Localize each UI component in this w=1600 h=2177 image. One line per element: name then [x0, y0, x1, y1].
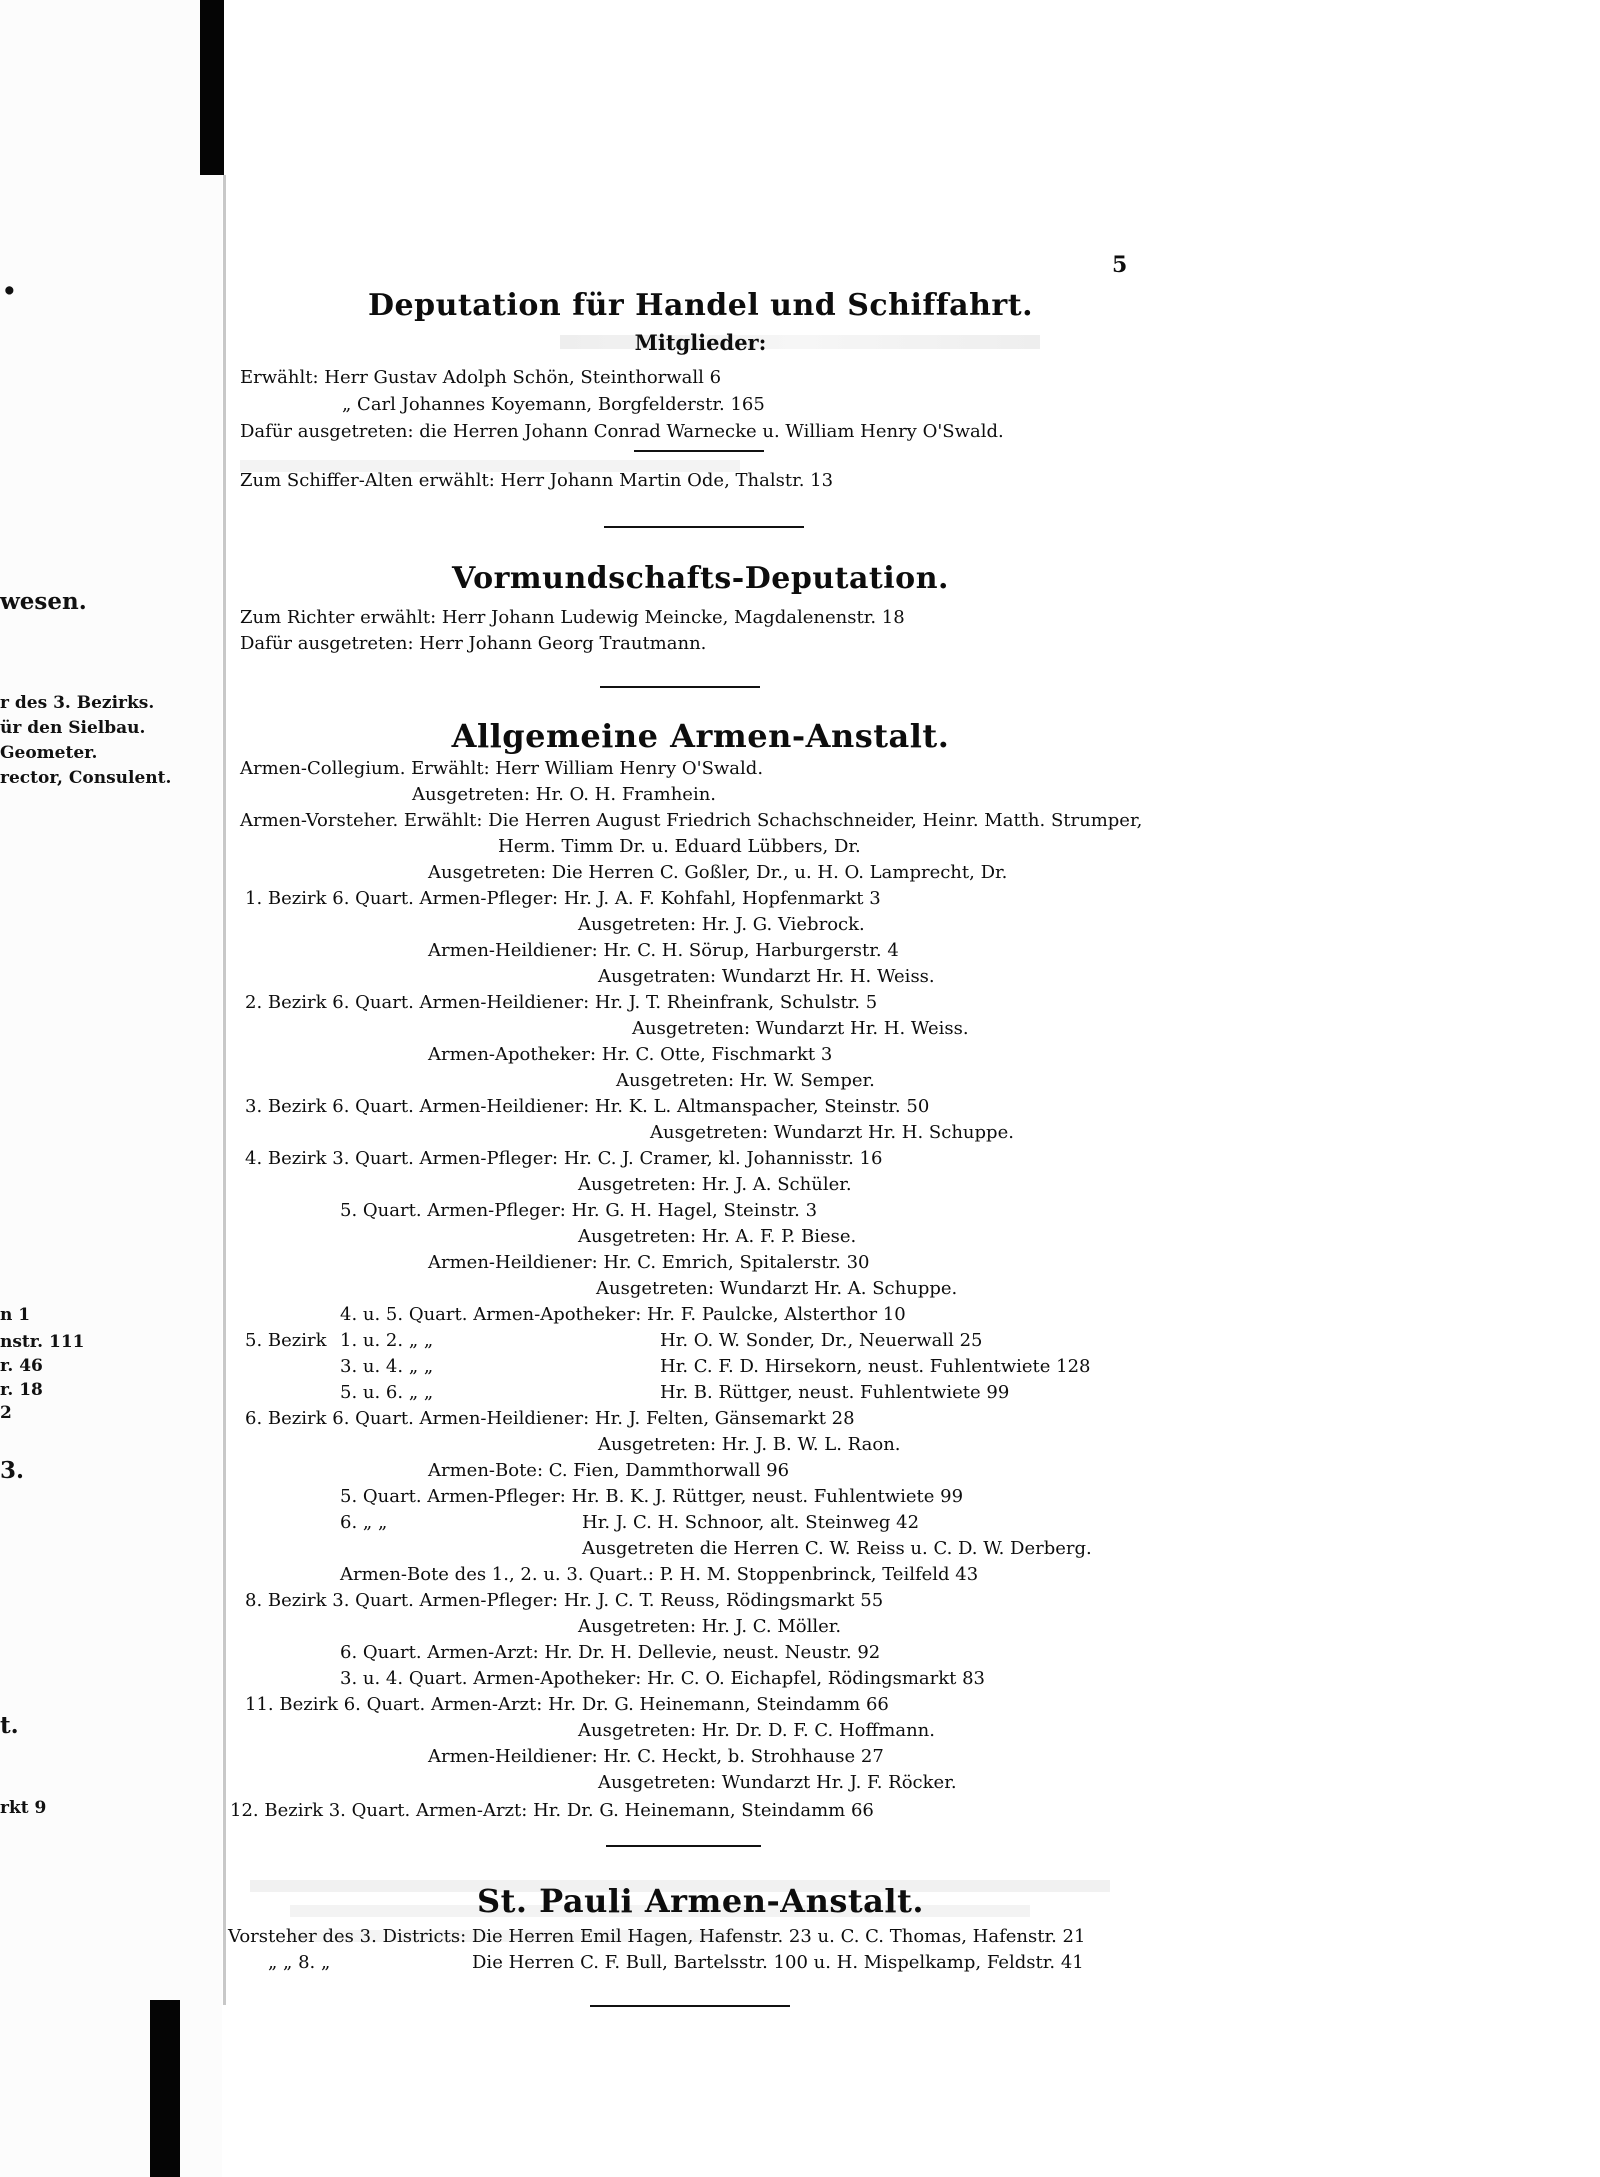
left-fragment: r. 46: [0, 1356, 43, 1376]
text-line: Ausgetreten: Hr. J. B. W. L. Raon.: [598, 1434, 901, 1455]
left-fragment: ür den Sielbau.: [0, 718, 146, 738]
text-line: Dafür ausgetreten: die Herren Johann Conrad Warnecke u. William Henry O'Swald.: [240, 421, 1004, 442]
text-line: 12. Bezirk 3. Quart. Armen-Arzt: Hr. Dr. G. Heinemann, Steindamm 66: [230, 1800, 874, 1821]
text-line: Ausgetreten: Hr. J. A. Schüler.: [578, 1174, 852, 1195]
text-line: Ausgetreten: Wundarzt Hr. H. Schuppe.: [650, 1122, 1014, 1143]
text-line: 11. Bezirk 6. Quart. Armen-Arzt: Hr. Dr. G. Heinemann, Steindamm 66: [245, 1694, 889, 1715]
text-line: „ „ 8. „: [268, 1952, 331, 1973]
text-line: 6. Quart. Armen-Arzt: Hr. Dr. H. Dellevie, neust. Neustr. 92: [340, 1642, 881, 1663]
text-line: Die Herren C. F. Bull, Bartelsstr. 100 u. H. Mispelkamp, Feldstr. 41: [472, 1952, 1084, 1973]
left-fragment: Geometer.: [0, 743, 98, 763]
text-line: Armen-Heildiener: Hr. C. Emrich, Spitalerstr. 30: [428, 1252, 870, 1273]
text-line: Armen-Apotheker: Hr. C. Otte, Fischmarkt 3: [428, 1044, 833, 1065]
page-number: 5: [1112, 252, 1128, 278]
divider: [606, 1845, 761, 1847]
text-line: Zum Schiffer-Alten erwählt: Herr Johann Martin Ode, Thalstr. 13: [240, 470, 834, 491]
text-line: Ausgetreten: Hr. W. Semper.: [616, 1070, 875, 1091]
section-title: Vormundschafts-Deputation.: [452, 561, 949, 596]
text-line: 1. Bezirk 6. Quart. Armen-Pfleger: Hr. J. A. F. Kohfahl, Hopfenmarkt 3: [245, 888, 881, 909]
section-title: Allgemeine Armen-Anstalt.: [451, 717, 950, 755]
left-page-margin: [0, 0, 222, 2177]
binding-shadow-top: [200, 0, 224, 175]
text-line: Dafür ausgetreten: Herr Johann Georg Trautmann.: [240, 633, 707, 654]
left-fragment: 3.: [0, 1457, 25, 1484]
text-line: 2. Bezirk 6. Quart. Armen-Heildiener: Hr. J. T. Rheinfrank, Schulstr. 5: [245, 992, 878, 1013]
text-line: „ Carl Johannes Koyemann, Borgfelderstr. 165: [342, 394, 765, 415]
left-fragment: 2: [0, 1403, 12, 1423]
left-fragment: •: [2, 278, 17, 305]
left-fragment: r. 18: [0, 1380, 43, 1400]
left-fragment: rkt 9: [0, 1798, 47, 1818]
section-title: Deputation für Handel und Schiffahrt.: [367, 288, 1034, 323]
text-line: Armen-Collegium. Erwählt: Herr William Henry O'Swald.: [240, 758, 764, 779]
text-line: Hr. O. W. Sonder, Dr., Neuerwall 25: [660, 1330, 983, 1351]
text-line: 6. Bezirk 6. Quart. Armen-Heildiener: Hr. J. Felten, Gänsemarkt 28: [245, 1408, 855, 1429]
text-line: Herm. Timm Dr. u. Eduard Lübbers, Dr.: [498, 836, 861, 857]
left-fragment: t.: [0, 1712, 19, 1739]
text-line: Ausgetreten: Die Herren C. Goßler, Dr., u. H. O. Lamprecht, Dr.: [428, 862, 1008, 883]
left-fragment: wesen.: [0, 588, 87, 615]
text-line: Armen-Bote des 1., 2. u. 3. Quart.: P. H. M. Stoppenbrinck, Teilfeld 43: [340, 1564, 979, 1585]
text-line: Armen-Heildiener: Hr. C. H. Sörup, Harburgerstr. 4: [428, 940, 899, 961]
divider: [600, 686, 760, 688]
text-line: Vorsteher des 3. Districts: Die Herren Emil Hagen, Hafenstr. 23 u. C. C. Thomas, Hafenstr. 21: [228, 1926, 1086, 1947]
text-line: Hr. C. F. D. Hirsekorn, neust. Fuhlentwiete 128: [660, 1356, 1091, 1377]
text-line: 5. Bezirk: [245, 1330, 327, 1351]
text-line: Ausgetreten: Wundarzt Hr. A. Schuppe.: [596, 1278, 958, 1299]
text-line: Armen-Heildiener: Hr. C. Heckt, b. Strohhause 27: [428, 1746, 884, 1767]
section-title: St. Pauli Armen-Anstalt.: [477, 1882, 924, 1920]
divider: [634, 450, 764, 452]
text-line: Ausgetraten: Wundarzt Hr. H. Weiss.: [598, 966, 935, 987]
text-line: Armen-Bote: C. Fien, Dammthorwall 96: [428, 1460, 790, 1481]
left-fragment: nstr. 111: [0, 1332, 85, 1352]
text-line: 4. Bezirk 3. Quart. Armen-Pfleger: Hr. C. J. Cramer, kl. Johannisstr. 16: [245, 1148, 883, 1169]
text-line: Ausgetreten die Herren C. W. Reiss u. C. D. W. Derberg.: [582, 1538, 1092, 1559]
text-line: Zum Richter erwählt: Herr Johann Ludewig Meincke, Magdalenenstr. 18: [240, 607, 905, 628]
divider: [604, 526, 804, 528]
text-line: Ausgetreten: Hr. J. C. Möller.: [578, 1616, 842, 1637]
section-subtitle: Mitglieder:: [634, 330, 767, 355]
text-line: 5. u. 6. „ „: [340, 1382, 434, 1403]
text-line: Ausgetreten: Hr. A. F. P. Biese.: [578, 1226, 857, 1247]
text-line: Hr. J. C. H. Schnoor, alt. Steinweg 42: [582, 1512, 920, 1533]
text-line: 6. „ „: [340, 1512, 388, 1533]
text-line: 5. Quart. Armen-Pfleger: Hr. G. H. Hagel, Steinstr. 3: [340, 1200, 818, 1221]
text-line: Erwählt: Herr Gustav Adolph Schön, Steinthorwall 6: [240, 367, 722, 388]
text-line: Armen-Vorsteher. Erwählt: Die Herren August Friedrich Schachschneider, Heinr. Matth. Strumper,: [240, 810, 1143, 831]
page-fold: [223, 175, 226, 2005]
binding-shadow-bottom: [150, 2000, 180, 2177]
left-fragment: rector, Consulent.: [0, 768, 172, 788]
text-line: 4. u. 5. Quart. Armen-Apotheker: Hr. F. Paulcke, Alsterthor 10: [340, 1304, 906, 1325]
left-fragment: n 1: [0, 1305, 31, 1325]
text-line: Ausgetreten: Hr. Dr. D. F. C. Hoffmann.: [578, 1720, 935, 1741]
text-line: Ausgetreten: Hr. J. G. Viebrock.: [578, 914, 865, 935]
text-line: 3. u. 4. „ „: [340, 1356, 434, 1377]
text-line: 1. u. 2. „ „: [340, 1330, 434, 1351]
text-line: 8. Bezirk 3. Quart. Armen-Pfleger: Hr. J. C. T. Reuss, Rödingsmarkt 55: [245, 1590, 884, 1611]
divider: [590, 2005, 790, 2007]
text-line: Ausgetreten: Hr. O. H. Framhein.: [412, 784, 717, 805]
text-line: Hr. B. Rüttger, neust. Fuhlentwiete 99: [660, 1382, 1010, 1403]
text-line: 3. Bezirk 6. Quart. Armen-Heildiener: Hr. K. L. Altmanspacher, Steinstr. 50: [245, 1096, 930, 1117]
text-line: 5. Quart. Armen-Pfleger: Hr. B. K. J. Rüttger, neust. Fuhlentwiete 99: [340, 1486, 964, 1507]
text-line: 3. u. 4. Quart. Armen-Apotheker: Hr. C. O. Eichapfel, Rödingsmarkt 83: [340, 1668, 985, 1689]
left-fragment: r des 3. Bezirks.: [0, 693, 155, 713]
text-line: Ausgetreten: Wundarzt Hr. J. F. Röcker.: [598, 1772, 957, 1793]
text-line: Ausgetreten: Wundarzt Hr. H. Weiss.: [632, 1018, 969, 1039]
